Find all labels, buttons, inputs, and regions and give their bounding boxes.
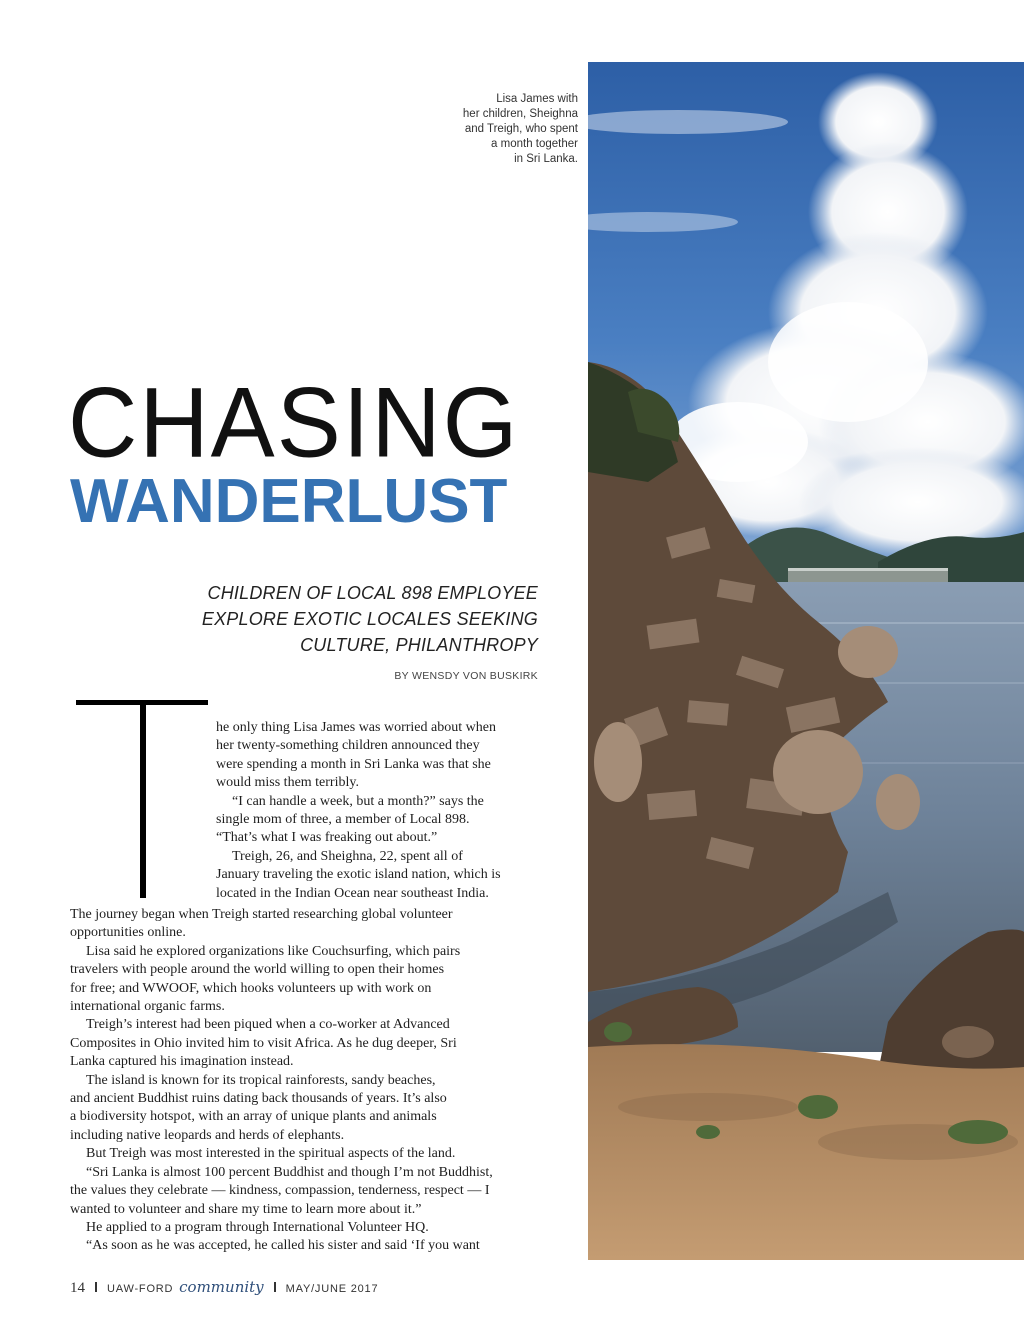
body-line: international organic farms.	[70, 999, 225, 1015]
body-line: Lisa said he explored organizations like Couchsurfing, which pairs	[86, 943, 461, 959]
drop-cap	[72, 700, 212, 898]
body-text-intro	[216, 719, 538, 903]
body-line: located in the Indian Ocean near southeast India.	[216, 885, 489, 901]
body-line: Lanka captured his imagination instead.	[70, 1054, 294, 1070]
caption-line: her children, Sheighna	[462, 108, 578, 120]
headline-line-2: WANDERLUST	[70, 467, 508, 536]
page-number: 14	[70, 1280, 85, 1296]
caption-line: and Treigh, who spent	[464, 123, 578, 135]
body-line: he only thing Lisa James was worried about when	[216, 720, 496, 735]
body-text-main	[70, 906, 540, 1256]
body-line: “As soon as he was accepted, he called his sister and said ‘If you want	[86, 1238, 480, 1254]
deck-line: CULTURE, PHILANTHROPY	[300, 635, 538, 655]
body-line: “Sri Lanka is almost 100 percent Buddhist and though I’m not Buddhist,	[86, 1164, 493, 1180]
footer-divider	[95, 1282, 97, 1292]
headline-line-1: CHASING	[68, 367, 520, 479]
caption-line: Lisa James with	[496, 93, 578, 105]
body-line: the values they celebrate — kindness, compassion, tenderness, respect — I	[70, 1183, 490, 1199]
body-line: Treigh, 26, and Sheighna, 22, spent all of	[232, 848, 463, 864]
photo-caption	[420, 92, 578, 167]
publication-name	[107, 1278, 264, 1296]
deck-line: EXPLORE EXOTIC LOCALES SEEKING	[201, 609, 538, 629]
body-line: travelers with people around the world willing to open their homes	[70, 962, 445, 978]
byline: BY WENSDY VON BUSKIRK	[394, 670, 538, 682]
body-line: opportunities online.	[70, 925, 186, 941]
body-line: single mom of three, a member of Local 898.	[216, 812, 470, 828]
body-line: Treigh’s interest had been piqued when a co-worker at Advanced	[86, 1017, 450, 1033]
caption-line: in Sri Lanka.	[514, 153, 578, 165]
body-line: He applied to a program through International Volunteer HQ.	[86, 1219, 429, 1235]
issue-date: MAY/JUNE 2017	[285, 1283, 379, 1295]
lake-photo	[588, 62, 1024, 1260]
body-line: Composites in Ohio invited him to visit Africa. As he dug deeper, Sri	[70, 1035, 457, 1051]
caption-line: a month together	[491, 138, 578, 150]
body-line: The island is known for its tropical rainforests, sandy beaches,	[86, 1072, 436, 1088]
body-line: But Treigh was most interested in the spiritual aspects of the land.	[86, 1146, 456, 1162]
drop-cap-glyph	[72, 700, 212, 898]
body-line: “I can handle a week, but a month?” says the	[232, 793, 484, 809]
body-line: January traveling the exotic island nation, which is	[216, 867, 501, 883]
body-line: would miss them terribly.	[216, 775, 359, 791]
article-deck	[160, 580, 538, 658]
body-line: and ancient Buddhist ruins dating back thousands of years. It’s also	[70, 1091, 447, 1107]
publication-prefix: UAW-FORD	[107, 1283, 174, 1295]
body-line: were spending a month in Sri Lanka was that she	[216, 756, 491, 772]
footer-divider	[274, 1282, 276, 1292]
body-line: a biodiversity hotspot, with an array of unique plants and animals	[70, 1109, 437, 1125]
page-footer	[70, 1278, 378, 1298]
body-line: her twenty-something children announced they	[216, 738, 480, 754]
publication-title: community	[179, 1278, 264, 1296]
body-line: wanted to volunteer and share my time to learn more about it.”	[70, 1201, 422, 1217]
body-line: for free; and WWOOF, which hooks volunteers up with work on	[70, 980, 432, 996]
body-line: “That’s what I was freaking out about.”	[216, 830, 438, 846]
body-line: The journey began when Treigh started researching global volunteer	[70, 907, 453, 922]
body-line: including native leopards and herds of elephants.	[70, 1127, 345, 1143]
deck-line: CHILDREN OF LOCAL 898 EMPLOYEE	[207, 583, 538, 603]
